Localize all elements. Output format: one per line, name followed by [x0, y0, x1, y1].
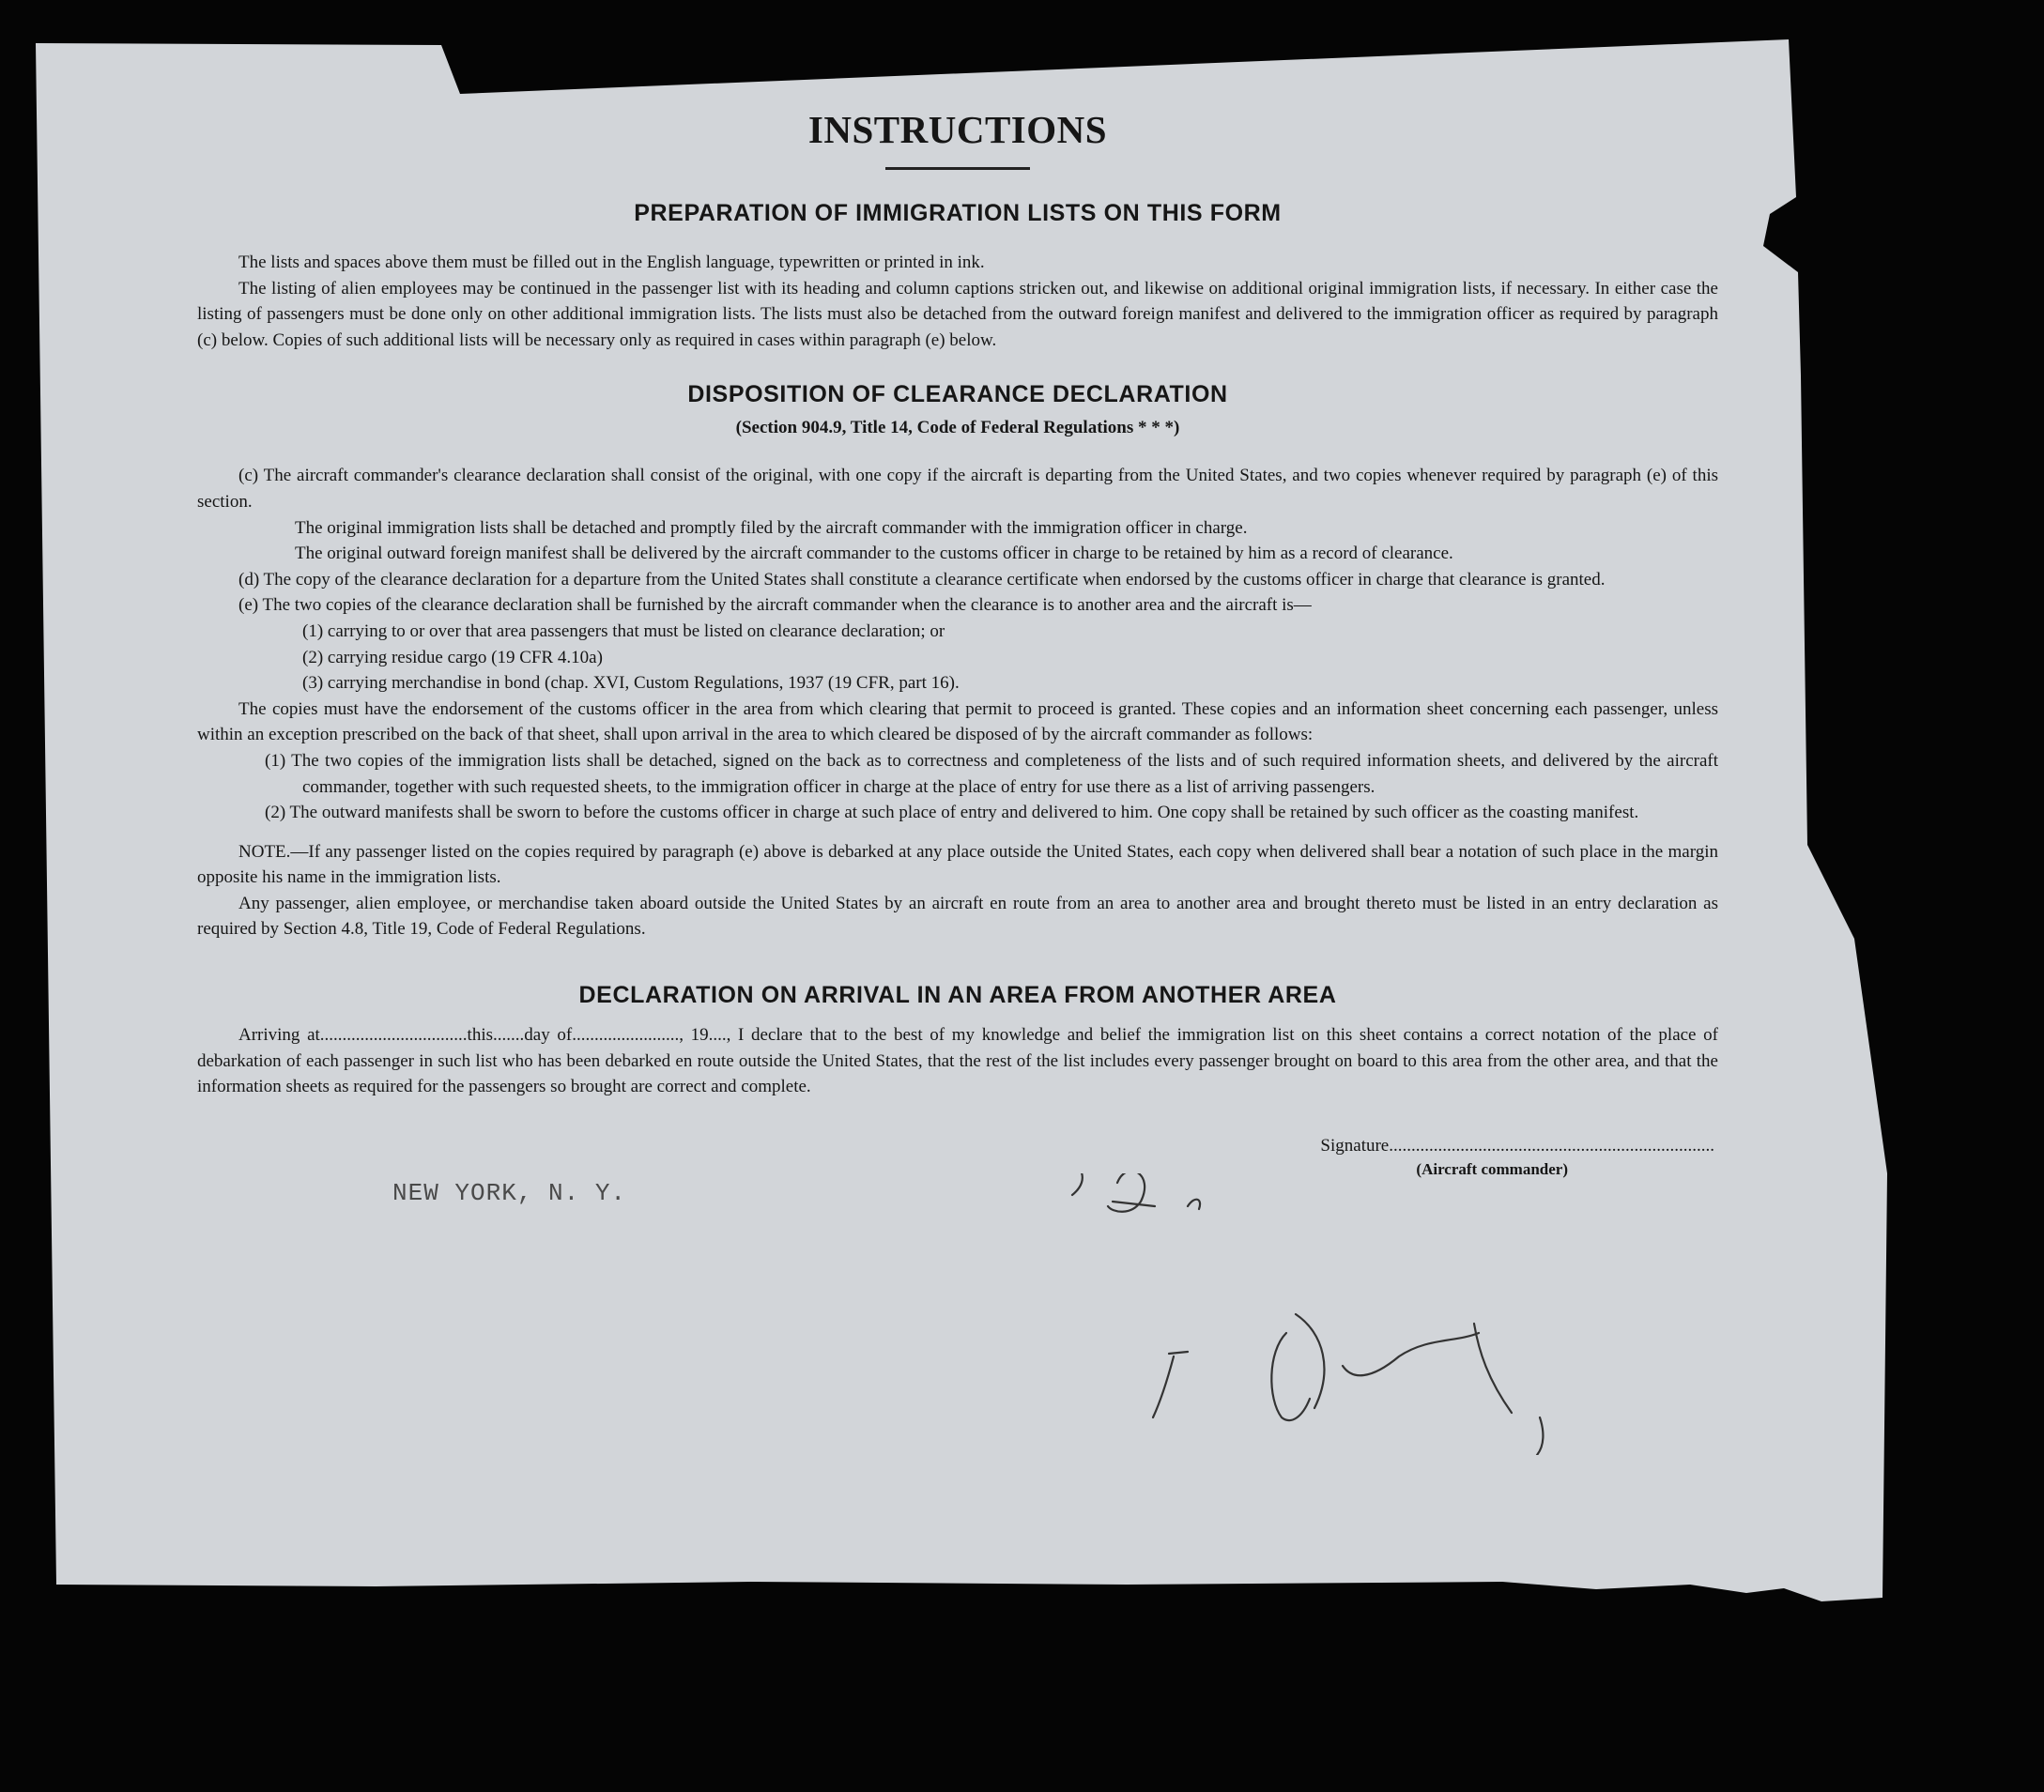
paragraph-alien-employees: The listing of alien employees may be continued in the passenger list with its heading and column captions stricken out, and likewise on additional original immigration lists, if necessary. In either case the listing of passengers must be done only on other additional immigration lists. The lists must also be detached from the outward foreign manifest and delivered to the immigration officer as required by paragraph (c) below. Copies of such additional lists will be necessary only as required in cases within paragraph (e) below. [197, 278, 1718, 350]
declaration-text: Arriving at.................................this.......day of........................, 19...., I declare that to the best of my knowledge and belief the immigration list on this sheet contains a correct notation of the place of debarkation of each passenger in such list who has been debarked en route outside the United States, that the rest of the list includes every passenger brought on board to this area from the other area, and that the information sheets as required for the passengers so brought are correct and complete. [197, 1025, 1718, 1097]
title-rule [885, 167, 1030, 170]
handwritten-signature [1061, 1173, 1568, 1455]
paragraph-english-language: The lists and spaces above them must be filled out in the English language, typewritten or printed in ink. [238, 253, 985, 272]
paragraph-e-item-2: (2) carrying residue cargo (19 CFR 4.10a) [302, 647, 603, 667]
paragraph-c-outward-manifest: The original outward foreign manifest shall be delivered by the aircraft commander to the customs officer in charge to be retained by him as a record of clearance. [295, 544, 1453, 564]
paragraph-note: NOTE.—If any passenger listed on the copies required by paragraph (e) above is debarked at any place outside the United States, each copy when delivered shall bear a notation of such place in the margin opposite his name in the immigration lists. [197, 841, 1718, 888]
section-heading-declaration: DECLARATION ON ARRIVAL IN AN AREA FROM ANOTHER AREA [578, 982, 1337, 1009]
signature-line: Signature......................................................................... [1320, 1135, 1714, 1156]
document-title: INSTRUCTIONS [807, 108, 1108, 151]
paragraph-e-item-1: (1) carrying to or over that area passengers that must be listed on clearance declaration; or [302, 620, 945, 641]
paragraph-c: (c) The aircraft commander's clearance declaration shall consist of the original, with one copy if the aircraft is departing from the United States, and two copies whenever required by paragraph (e) of this section. [197, 466, 1718, 512]
paragraph-disposition-item-1: (1) The two copies of the immigration lists shall be detached, signed on the back as to correctness and completeness of the lists and of such required information sheets, and delivered by the aircraft commander, together with such requested sheets, to the immigration officer in charge at the place of entry for use there as a list of arriving passengers. [265, 750, 1718, 797]
paragraph-e: (e) The two copies of the clearance declaration shall be furnished by the aircraft commander when the clearance is to another area and the aircraft is— [238, 595, 1312, 616]
section-heading-disposition: DISPOSITION OF CLEARANCE DECLARATION [687, 381, 1228, 408]
paragraph-d: (d) The copy of the clearance declaration for a departure from the United States shall constitute a clearance certificate when endorsed by the customs officer in charge that clearance is granted. [238, 569, 1606, 590]
location-stamp: NEW YORK, N. Y. [392, 1179, 627, 1207]
paragraph-any-passenger: Any passenger, alien employee, or merchandise taken aboard outside the United States by an aircraft en route from an area to another area and brought thereto must be listed in an entry declaration as required by Section 4.8, Title 19, Code of Federal Regulations. [197, 893, 1718, 940]
paragraph-e-item-3: (3) carrying merchandise in bond (chap. XVI, Custom Regulations, 1937 (19 CFR, part 16). [302, 673, 960, 694]
section-heading-preparation: PREPARATION OF IMMIGRATION LISTS ON THIS FORM [634, 200, 1282, 226]
paragraph-disposition-item-2: (2) The outward manifests shall be sworn to before the customs officer in charge at such place of entry and delivered to him. One copy shall be retained by such officer as the coasting manifest. [265, 803, 1639, 823]
section-subheading-regulation: (Section 904.9, Title 14, Code of Federal Regulations * * *) [735, 418, 1180, 438]
signature-caption: (Aircraft commander) [1416, 1159, 1568, 1178]
paragraph-c-original-lists: The original immigration lists shall be detached and promptly filed by the aircraft commander with the immigration officer in charge. [295, 517, 1248, 538]
document-body [197, 103, 1718, 1179]
paragraph-copies-endorsement: The copies must have the endorsement of the customs officer in the area from which clearing that permit to proceed is granted. These copies and an information sheet concerning each passenger, unless within an exception prescribed on the back of that sheet, shall upon arrival in the area to which cleared be disposed of by the aircraft commander as follows: [197, 698, 1718, 745]
